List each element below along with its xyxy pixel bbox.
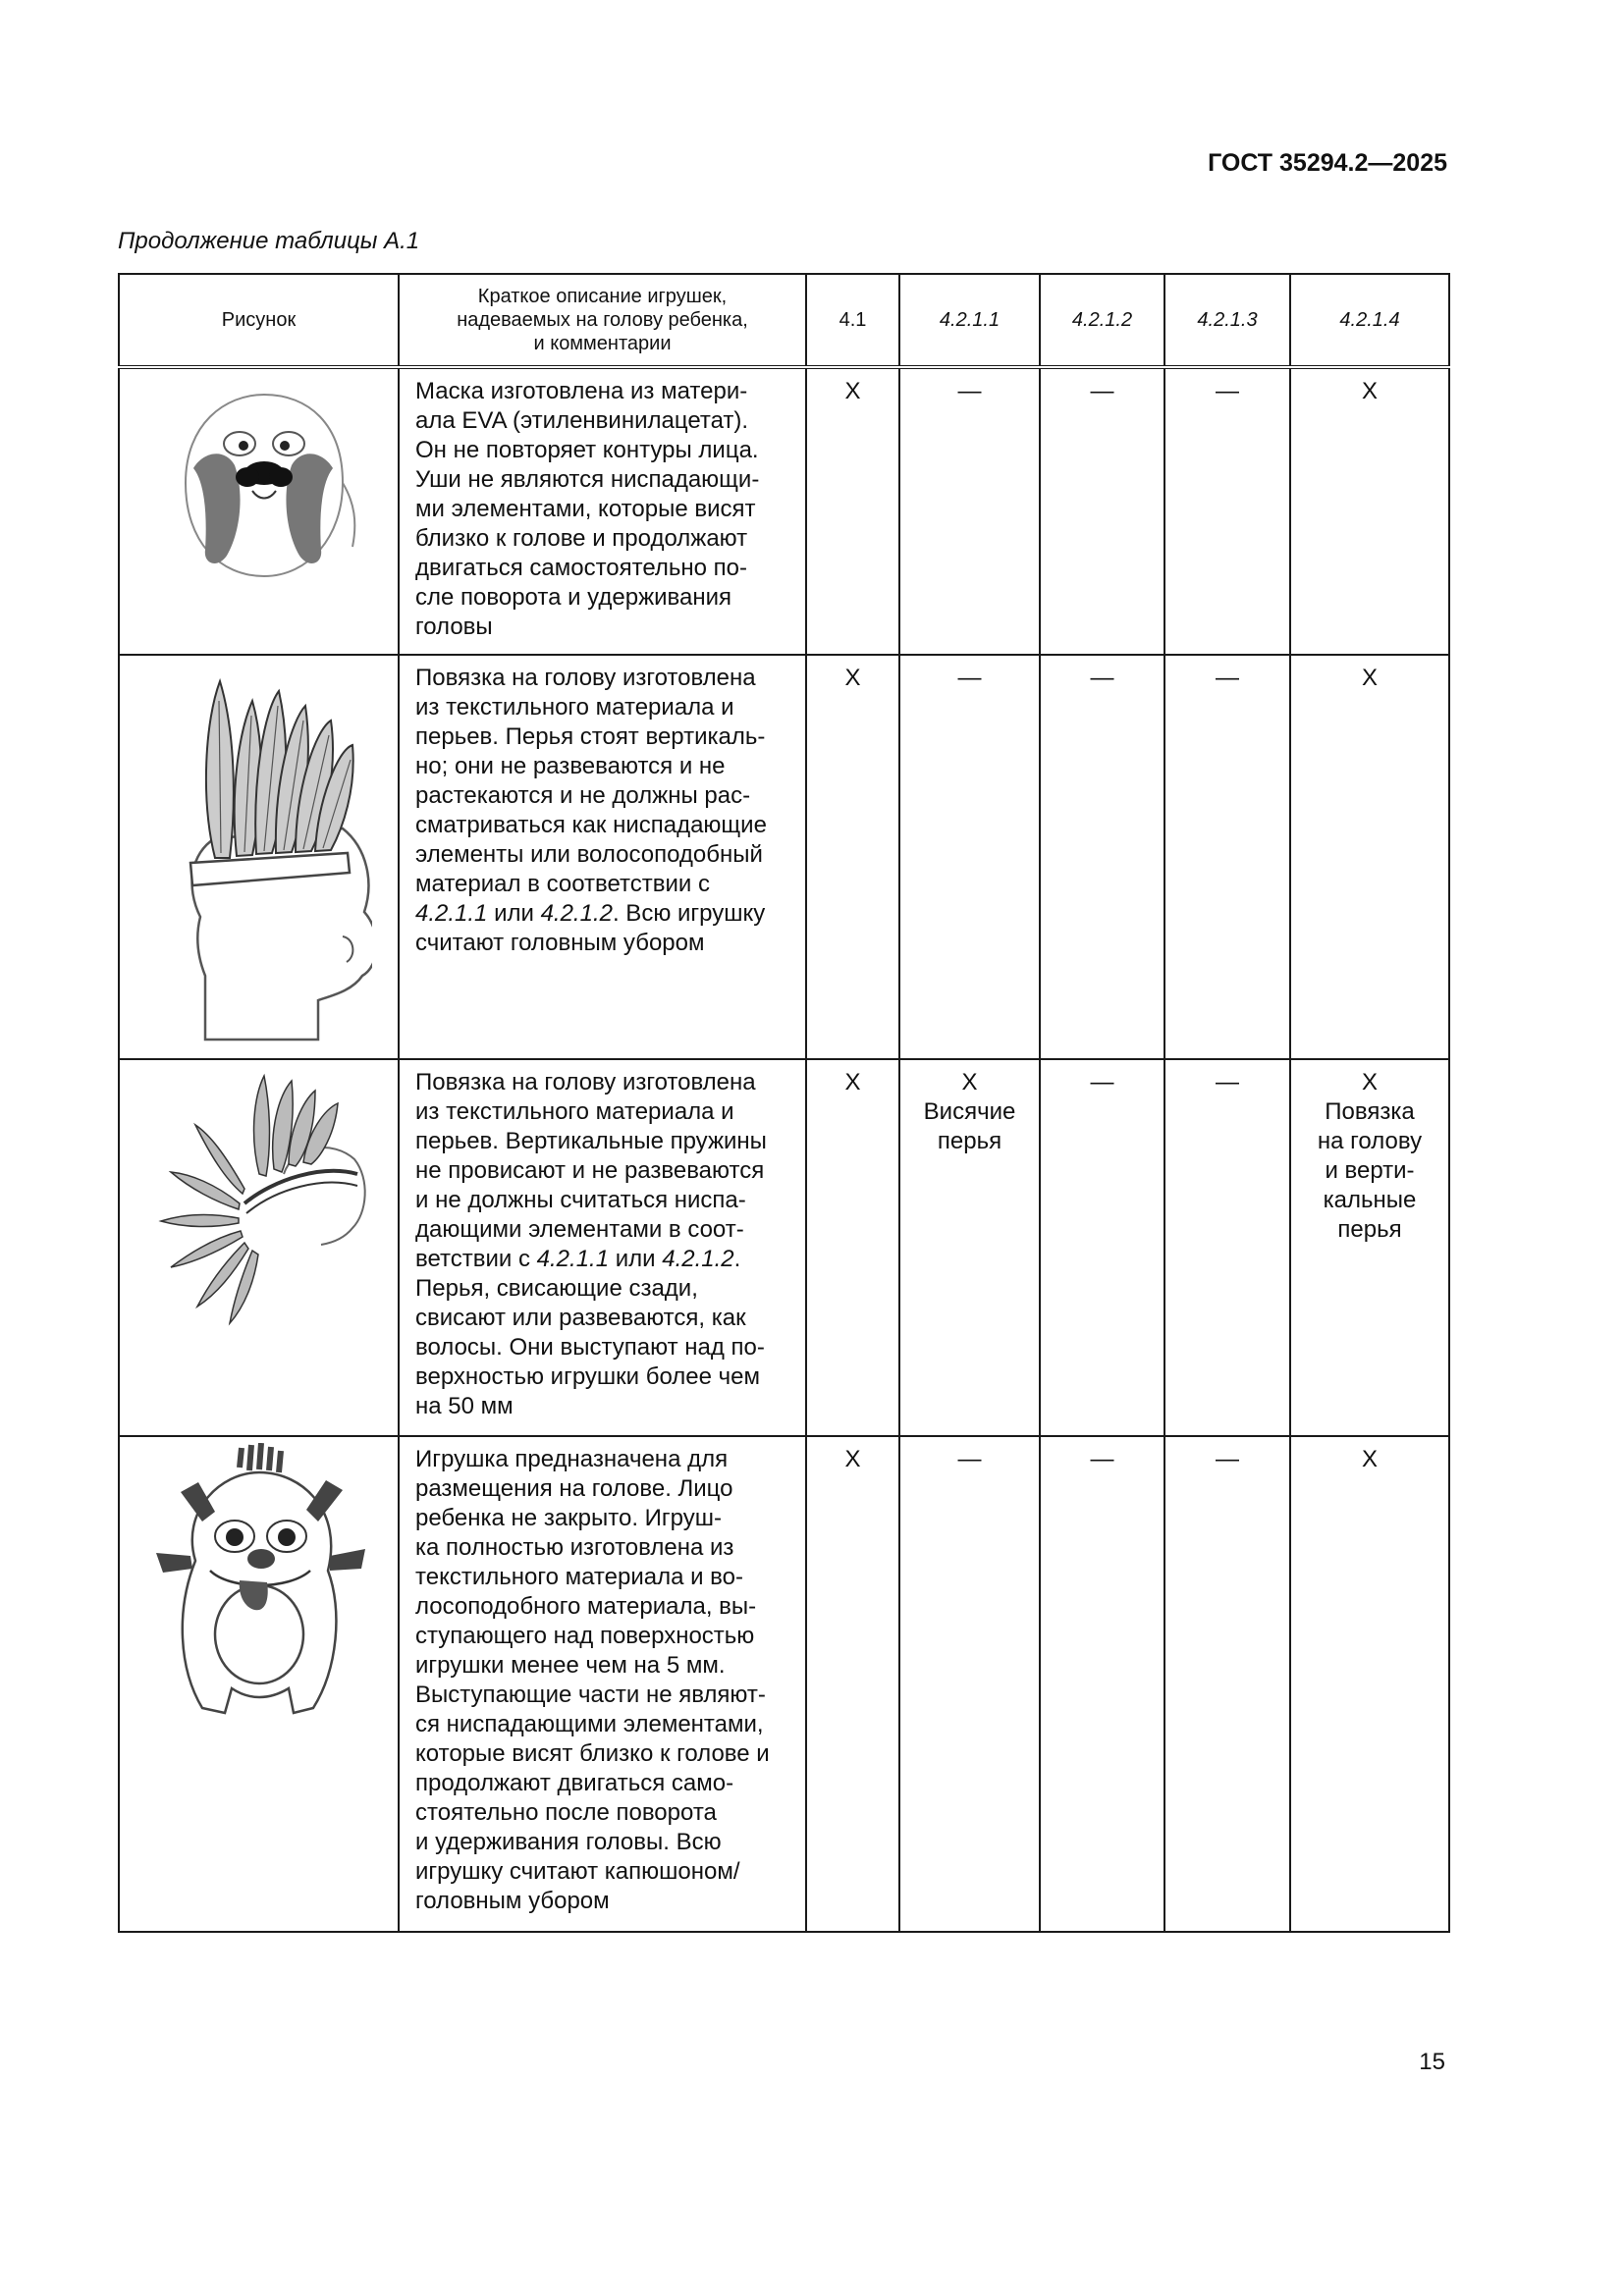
description-text: Повязка на голову изготовлена из текстильного материала и перьев. Перья стоят вертикаль- но; они не развеваются и не растекаются и не должны рас- сматриваться как ниспадающие элементы или волосоподобный материал в соответствии с 4.2.1.1 или 4.2.1.2. Всю игрушку считают головным убором xyxy=(415,665,767,956)
description-text: Повязка на голову изготовлена из текстильного материала и перьев. Вертикальные пружины не провисают и не развеваются и не должны считаться ниспа- дающими элементами в соот- ветствии с 4.2.1.1 или 4.2.1.2. Перья, свисающие сзади, свисают или развеваются, как волосы. Они выступают над по- верхностью игрушки более чем на 50 мм xyxy=(415,1069,767,1419)
mark-4-2-1-2: — xyxy=(1040,367,1164,655)
description-text: Маска изготовлена из матери- ала EVA (этиленвинилацетат). Он не повторяет контуры лица. Уши не являются ниспадающи- ми элементами, которые висят близко к голове и продолжают двигаться самостоятельно по- сле поворота и удерживания головы xyxy=(415,378,760,640)
table-row xyxy=(119,1059,1449,1436)
header-description: Краткое описание игрушек, надеваемых на голову ребенка, и комментарии xyxy=(399,274,806,367)
header-4-2-1-2: 4.2.1.2 xyxy=(1040,274,1164,367)
mark-4-2-1-3: — xyxy=(1164,1436,1290,1932)
header-4-2-1-3: 4.2.1.3 xyxy=(1164,274,1290,367)
document-code: ГОСТ 35294.2—2025 xyxy=(1208,149,1447,177)
header-picture: Рисунок xyxy=(119,274,399,367)
mark-4-1: X xyxy=(806,367,899,655)
mark-4-1: X xyxy=(806,655,899,1059)
mark-4-2-1-1: X Висячие перья xyxy=(899,1059,1040,1436)
mark-4-2-1-3: — xyxy=(1164,1059,1290,1436)
mark-4-2-1-2: — xyxy=(1040,655,1164,1059)
table-row xyxy=(119,1436,1449,1932)
mark-4-1: X xyxy=(806,1436,899,1932)
table-header-row xyxy=(119,274,1449,367)
dog-mask-icon xyxy=(146,375,372,591)
mark-4-2-1-4: X xyxy=(1290,655,1449,1059)
mark-4-2-1-4: X xyxy=(1290,367,1449,655)
picture-cell xyxy=(119,1059,399,1436)
header-4-2-1-4: 4.2.1.4 xyxy=(1290,274,1449,367)
mark-4-2-1-4: X xyxy=(1290,1436,1449,1932)
mark-4-2-1-2: — xyxy=(1040,1436,1164,1932)
mark-4-2-1-2: — xyxy=(1040,1059,1164,1436)
description-text: Игрушка предназначена для размещения на голове. Лицо ребенка не закрыто. Игруш- ка полностью изготовлена из текстильного материала и во- лосоподобного материала, вы- ступающего над поверхностью игрушки менее чем на 5 мм. Выступающие части не являют- ся ниспадающими элементами, которые висят близко к голове и продолжают двигаться само- стоятельно после поворота и удерживания головы. Всю игрушку считают капюшоном/ головным убором xyxy=(415,1446,770,1914)
description-cell xyxy=(399,1436,806,1932)
mark-4-1: X xyxy=(806,1059,899,1436)
description-cell xyxy=(399,367,806,655)
monster-hood-icon xyxy=(141,1443,377,1728)
description-cell xyxy=(399,1059,806,1436)
picture-cell xyxy=(119,655,399,1059)
page-number: 15 xyxy=(1419,2049,1445,2075)
table-row xyxy=(119,367,1449,655)
toy-table xyxy=(118,273,1450,1933)
picture-cell xyxy=(119,1436,399,1932)
picture-cell xyxy=(119,367,399,655)
mark-4-2-1-1: — xyxy=(899,655,1040,1059)
mark-4-2-1-1: — xyxy=(899,367,1040,655)
feather-headdress-icon xyxy=(136,1066,382,1331)
mark-4-2-1-3: — xyxy=(1164,367,1290,655)
table-row xyxy=(119,655,1449,1059)
mark-4-2-1-1: — xyxy=(899,1436,1040,1932)
feather-headband-icon xyxy=(146,662,372,1049)
header-4-2-1-1: 4.2.1.1 xyxy=(899,274,1040,367)
mark-4-2-1-4: X Повязка на голову и верти- кальные перья xyxy=(1290,1059,1449,1436)
description-cell xyxy=(399,655,806,1059)
header-4-1: 4.1 xyxy=(806,274,899,367)
table-caption: Продолжение таблицы А.1 xyxy=(118,228,420,254)
mark-4-2-1-3: — xyxy=(1164,655,1290,1059)
